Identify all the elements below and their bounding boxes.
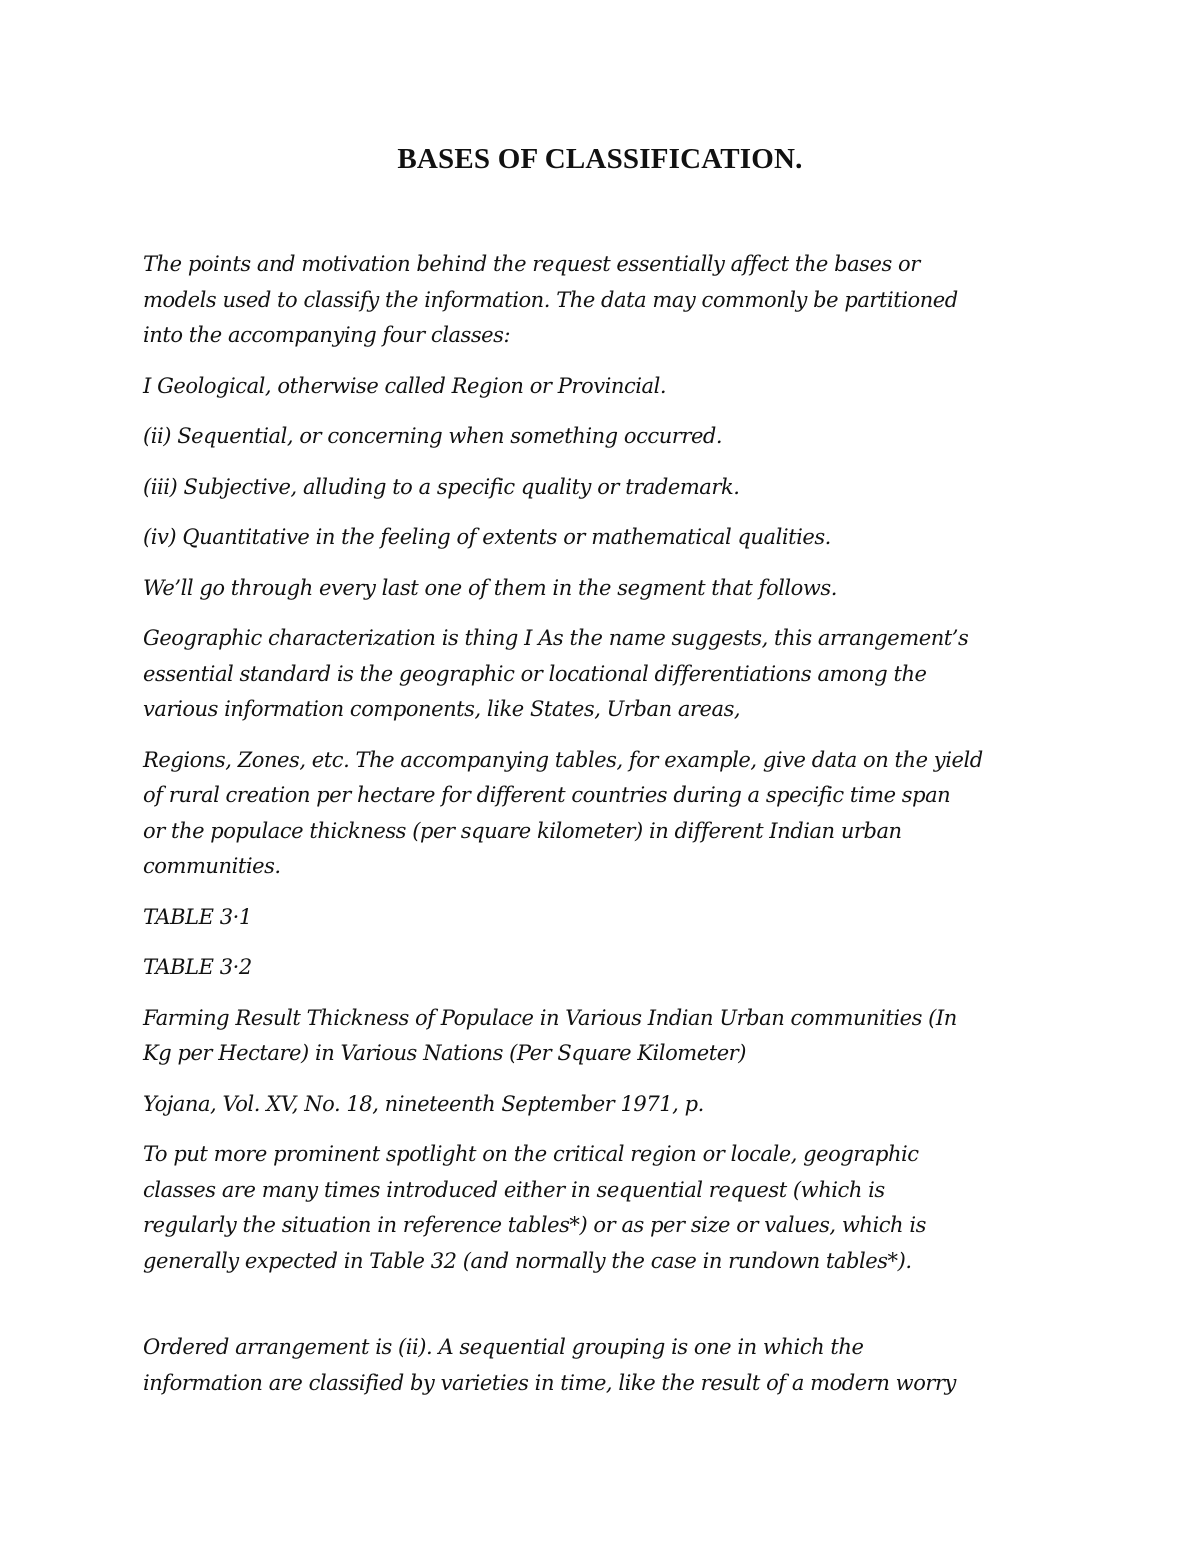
text-line: Farming Result Thickness of Populace in Various Indian Urban communities (In	[143, 1005, 957, 1030]
list-item-subjective	[143, 470, 1068, 506]
text-line: TABLE 3·1	[143, 904, 252, 929]
table-label-3-1	[143, 900, 1068, 936]
text-line: TABLE 3·2	[143, 955, 252, 979]
text-line: Yojana, Vol. XV, No. 18, nineteenth September 1971, p.	[143, 1091, 704, 1116]
text-line: Ordered arrangement is (ii). A sequential grouping is one in which the	[143, 1335, 864, 1359]
text-line: communities.	[143, 854, 281, 878]
text-line: or the populace thickness (per square kilometer) in different Indian urban	[143, 818, 902, 843]
text-line: various information components, like States, Urban areas,	[143, 697, 741, 721]
source-citation	[143, 1087, 1068, 1123]
text-line: of rural creation per hectare for different countries during a specific time span	[143, 783, 951, 807]
table-label-3-2	[143, 950, 1068, 986]
text-line: To put more prominent spotlight on the critical region or locale, geographic	[143, 1142, 919, 1166]
text-line: into the accompanying four classes:	[143, 323, 511, 347]
paragraph-spotlight	[143, 1137, 1068, 1279]
document-title: BASES OF CLASSIFICATION.	[397, 143, 803, 175]
text-line: Geographic characterization is thing I As the name suggests, this arrangement’s	[143, 626, 969, 650]
list-item-geological	[143, 369, 1068, 405]
text-line: We’ll go through every last one of them in the segment that follows.	[143, 575, 837, 600]
text-line: regularly the situation in reference tables*) or as per size or values, which is	[143, 1213, 926, 1237]
text-line: I Geological, otherwise called Region or Provincial.	[143, 373, 667, 398]
paragraph-ordered-arrangement	[143, 1330, 1068, 1401]
text-line: classes are many times introduced either in sequential request (which is	[143, 1177, 885, 1202]
text-line: The points and motivation behind the request essentially affect the bases or	[143, 252, 920, 276]
paragraph-segment-intro	[143, 571, 1068, 607]
list-item-sequential	[143, 419, 1068, 455]
table-captions	[143, 1001, 1068, 1072]
text-line: (iii) Subjective, alluding to a specific quality or trademark.	[143, 474, 740, 499]
paragraph-regions	[143, 743, 1068, 885]
paragraph-intro	[143, 247, 1068, 354]
text-line: essential standard is the geographic or locational differentiations among the	[143, 661, 927, 686]
list-item-quantitative	[143, 520, 1068, 556]
text-line: (ii) Sequential, or concerning when something occurred.	[143, 424, 723, 448]
paragraph-geographic	[143, 621, 1068, 728]
document-body	[143, 247, 1068, 1416]
text-line: models used to classify the information. The data may commonly be partitioned	[143, 287, 958, 312]
text-line: Regions, Zones, etc. The accompanying tables, for example, give data on the yield	[143, 747, 983, 772]
text-line: Kg per Hectare) in Various Nations (Per Square Kilometer)	[143, 1041, 746, 1065]
text-line: generally expected in Table 32 (and normally the case in rundown tables*).	[143, 1248, 912, 1273]
text-line: (iv) Quantitative in the feeling of extents or mathematical qualities.	[143, 525, 831, 549]
blank-line	[143, 1294, 1068, 1330]
text-line: information are classified by varieties in time, like the result of a modern worry	[143, 1370, 956, 1395]
